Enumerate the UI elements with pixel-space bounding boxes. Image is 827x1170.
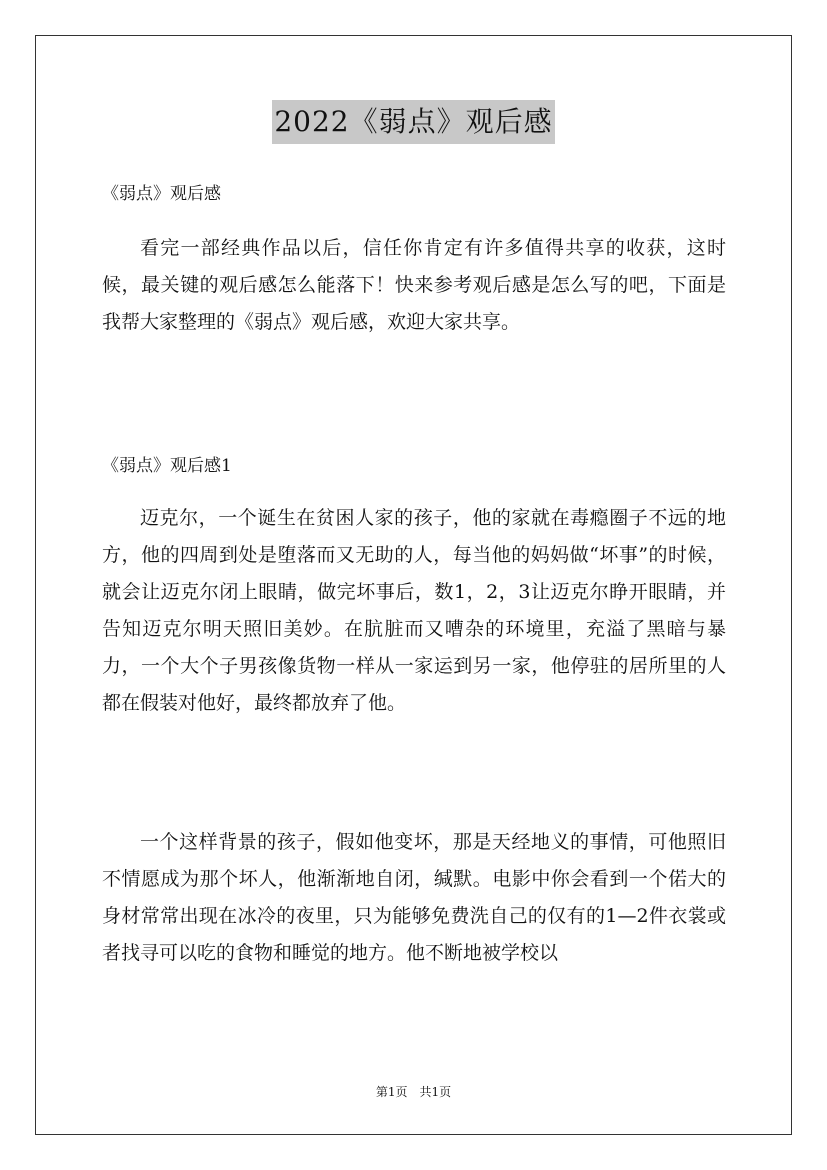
section-heading: 《弱点》观后感1 xyxy=(102,456,232,476)
intro-heading: 《弱点》观后感 xyxy=(102,184,221,204)
body-paragraph-1: 迈克尔，一个诞生在贫困人家的孩子，他的家就在毒瘾圈子不远的地方，他的四周到处是堕落而又无助的人，每当他的妈妈做“坏事”的时候，就会让迈克尔闭上眼睛，做完坏事后，数1，2，3让迈克尔睁开眼睛，并告知迈克尔明天照旧美妙。在肮脏而又嘈杂的环境里，充溢了黑暗与暴力，一个大个子男孩像货物一样从一家运到另一家，他停驻的居所里的人都在假装对他好，最终都放弃了他。 xyxy=(102,507,726,714)
title-container xyxy=(0,100,827,144)
body-paragraph-2: 一个这样背景的孩子，假如他变坏，那是天经地义的事情，可他照旧不情愿成为那个坏人，他渐渐地自闭，缄默。电影中你会看到一个偌大的身材常常出现在冰冷的夜里，只为能够免费洗自己的仅有的1—2件衣裳或者找寻可以吃的食物和睡觉的地方。他不断地被学校以 xyxy=(102,831,726,964)
intro-paragraph: 看完一部经典作品以后，信任你肯定有许多值得共享的收获，这时候，最关键的观后感怎么能落下！快来参考观后感是怎么写的吧，下面是我帮大家整理的《弱点》观后感，欢迎大家共享。 xyxy=(102,237,726,333)
document-title: 2022《弱点》观后感 xyxy=(272,100,554,144)
page-footer: 第1页 共1页 xyxy=(375,1085,452,1099)
